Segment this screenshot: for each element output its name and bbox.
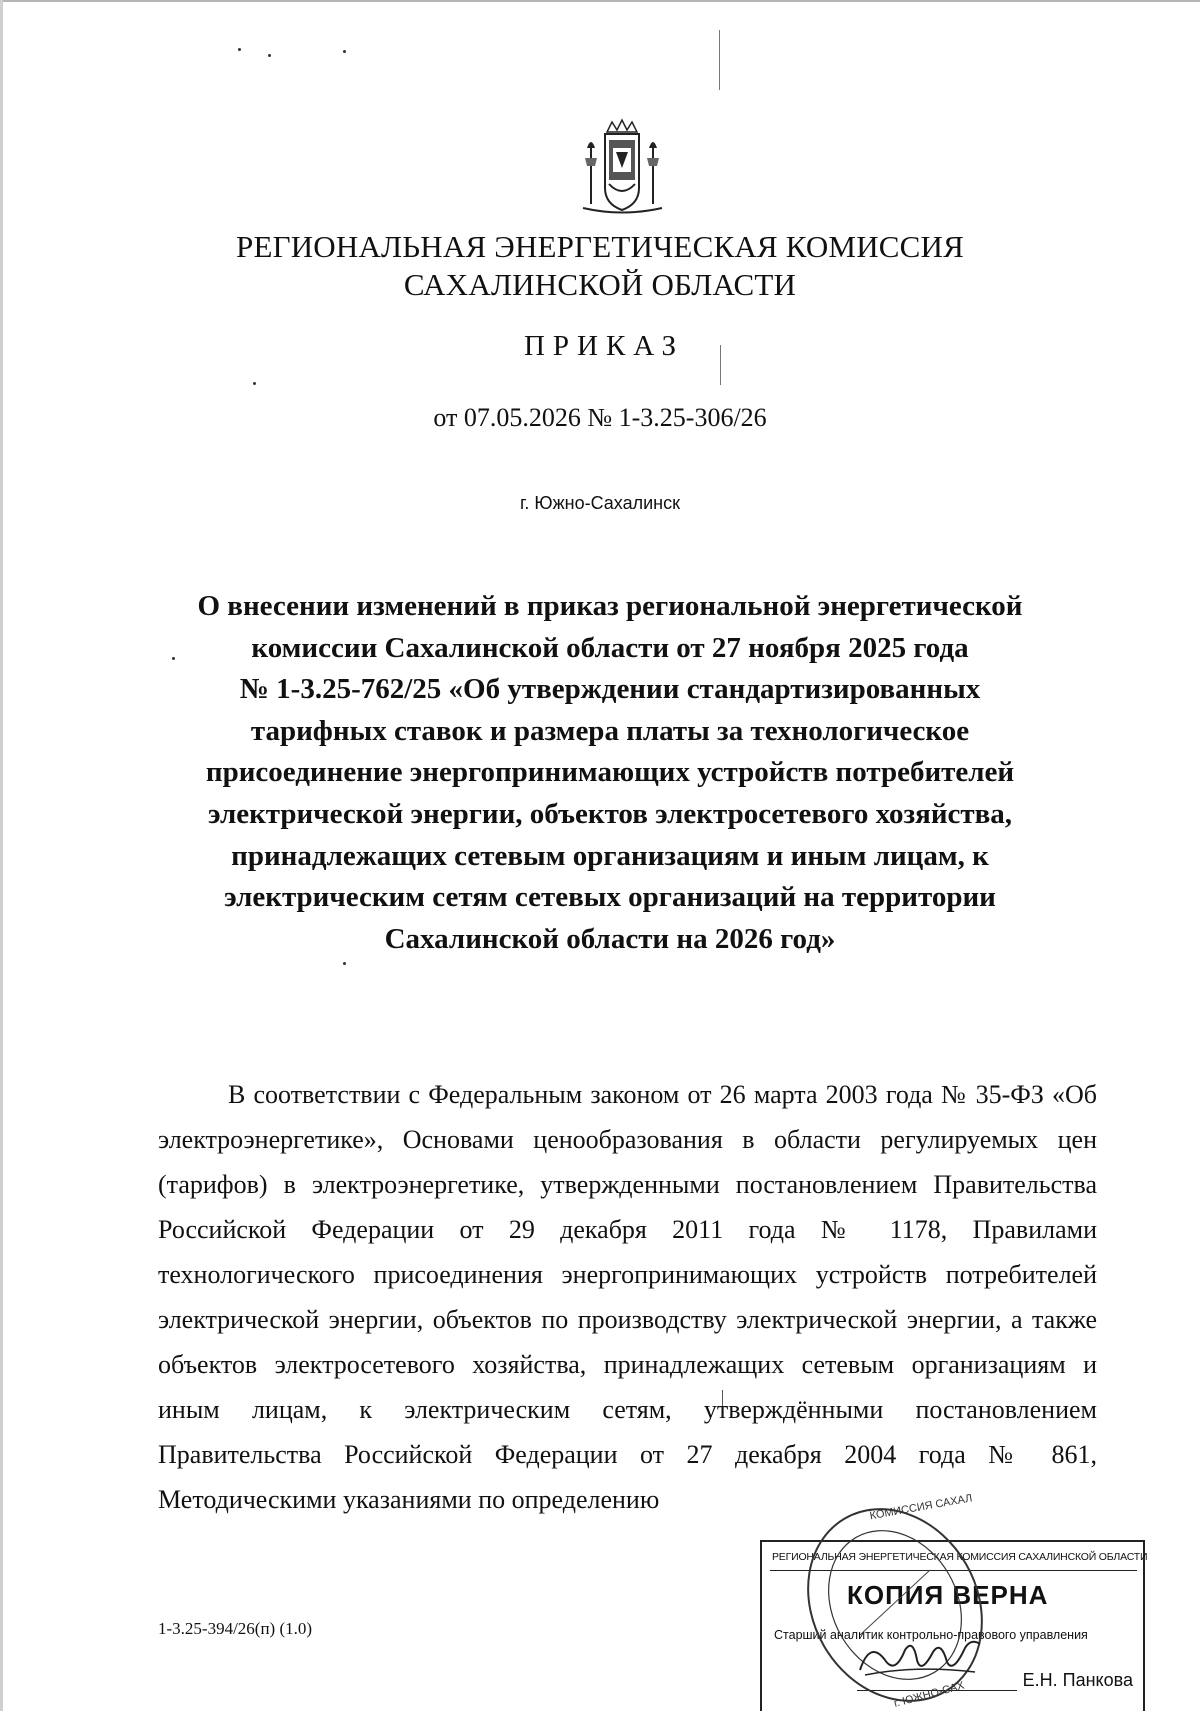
scan-speck: [343, 50, 346, 53]
stamp-copy-label: КОПИЯ ВЕРНА: [847, 1580, 1049, 1610]
scan-edge-top: [0, 0, 1200, 2]
document-heading: [150, 586, 1070, 960]
scan-speck: [343, 962, 346, 965]
order-date-number: от 07.05.2026 № 1-3.25-306/26: [433, 403, 767, 432]
document-code: 1-3.25-394/26(п) (1.0): [158, 1619, 313, 1638]
stamp-signatory-name: Е.Н. Панкова: [1022, 1670, 1133, 1690]
heading-line: электрическим сетям сетевых организаций на территории: [224, 881, 996, 914]
scan-artifact-line: [719, 30, 720, 90]
stamp-position: Старший аналитик контрольно-правового управления: [774, 1628, 1088, 1642]
coat-of-arms-icon: [579, 118, 666, 217]
scan-speck: [253, 382, 256, 385]
body-paragraph: В соответствии с Федеральным законом от 26 марта 2003 года № 35-ФЗ «Об электроэнергетике», Основами ценообразования в области регулируемых цен (тарифов) в электроэнергетике, утвержденными постановлением Правительства Российской Федерации от 29 декабря 2011 года № 1178, Правилами технологического присоединения энергопринимающих устройств потребителей электрической энергии, объектов по производству электрической энергии, а также объектов электросетевого хозяйства, принадлежащих сетевым организациям и иным лицам, к электрическим сетям, утверждёнными постановлением Правительства Российской Федерации от 27 декабря 2004 года № 861, Методическими указаниями по определению: [158, 1080, 1097, 1514]
heading-line: тарифных ставок и размера платы за технологическое: [250, 714, 970, 747]
organization-name: [0, 228, 1200, 304]
svg-text:г. ЮЖНО-САХ: г. ЮЖНО-САХ: [892, 1679, 966, 1710]
organization-name-line: САХАЛИНСКОЙ ОБЛАСТИ: [403, 267, 797, 302]
order-city: г. Южно-Сахалинск: [520, 493, 680, 513]
heading-line: принадлежащих сетевым организациям и иным лицам, к: [231, 839, 989, 872]
heading-line: комиссии Сахалинской области от 27 ноября 2025 года: [251, 631, 969, 664]
heading-line: Сахалинской области на 2026 год»: [384, 922, 836, 955]
heading-line: № 1-3.25-762/25 «Об утверждении стандартизированных: [239, 673, 981, 706]
heading-line: присоединение энергопринимающих устройств потребителей: [205, 756, 1015, 789]
organization-name-line: РЕГИОНАЛЬНАЯ ЭНЕРГЕТИЧЕСКАЯ КОМИССИЯ: [236, 229, 964, 264]
order-title: ПРИКАЗ: [523, 330, 685, 362]
heading-line: О внесении изменений в приказ региональной энергетической: [197, 590, 1023, 622]
handwritten-signature-icon: [855, 1630, 985, 1685]
stamp-organization: РЕГИОНАЛЬНАЯ ЭНЕРГЕТИЧЕСКАЯ КОМИССИЯ САХАЛИНСКОЙ ОБЛАСТИ: [772, 1551, 1148, 1563]
scan-speck: [268, 54, 271, 57]
heading-line: электрической энергии, объектов электросетевого хозяйства,: [207, 797, 1013, 830]
svg-text:КОМИССИЯ САХАЛ: КОМИССИЯ САХАЛ: [868, 1492, 974, 1523]
scan-speck: [238, 48, 241, 51]
